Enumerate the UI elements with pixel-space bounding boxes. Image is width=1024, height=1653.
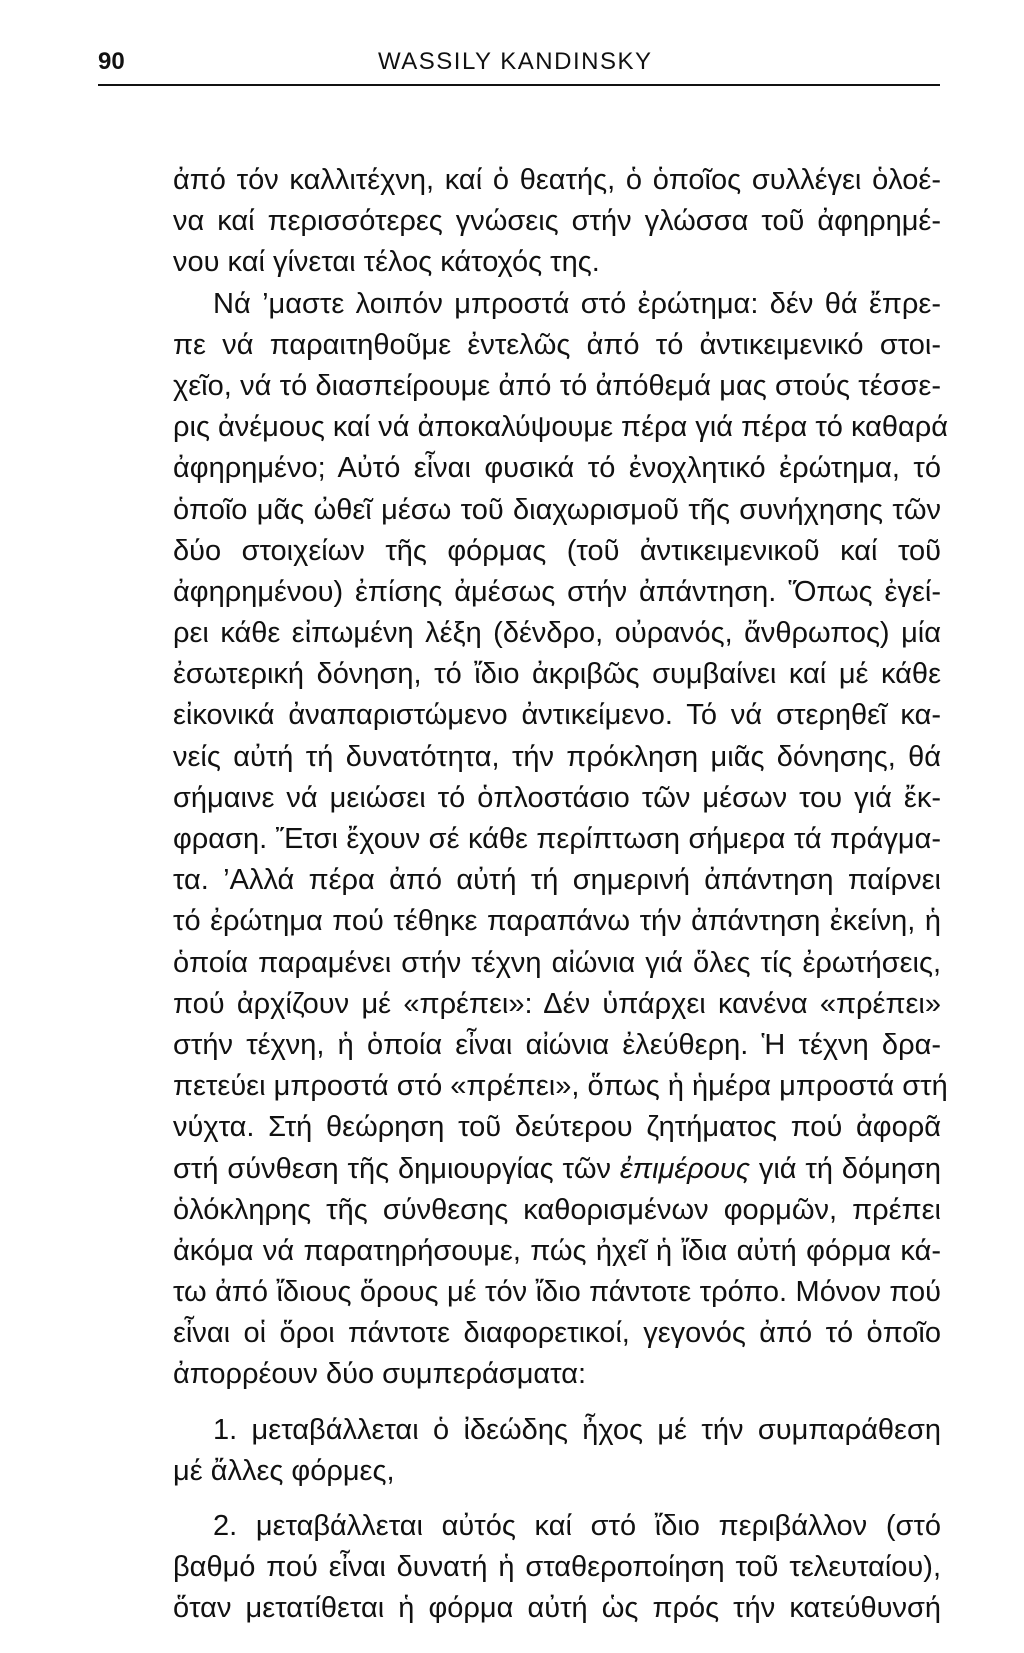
- italic-word: ἐπιμέρους: [619, 1152, 750, 1185]
- list-item-2-line-3: ὅταν μετατίθεται ἡ φόρμα αὐτή ὡς πρός τήν κατεύθυνσή: [173, 1592, 941, 1625]
- text-line: ἀφηρημένου) ἐπίσης ἀμέσως στήν ἀπάντηση. Ὅπως ἐγεί-: [173, 575, 941, 608]
- text-line: ὁποία παραμένει στήν τέχνη αἰώνια γιά ὅλες τίς ἐρωτήσεις,: [173, 946, 941, 979]
- text-line: ρει κάθε εἰπωμένη λέξη (δένδρο, οὐρανός, ἄνθρωπος) μία: [173, 617, 941, 650]
- page-header: [98, 40, 940, 90]
- text-line: τό ἐρώτημα πού τέθηκε παραπάνω τήν ἀπάντηση ἐκείνη, ἡ: [173, 905, 941, 938]
- text-line: εἰκονικά ἀναπαριστώμενο ἀντικείμενο. Τό νά στερηθεῖ κα-: [173, 699, 941, 732]
- list-spacer: [173, 1492, 941, 1506]
- text-line: νου καί γίνεται τέλος κάτοχός της.: [173, 246, 600, 279]
- text-line: τω ἀπό ἴδιους ὅρους μέ τόν ἴδιο πάντοτε τρόπο. Μόνον πού: [173, 1276, 941, 1309]
- header-rule: [98, 84, 940, 86]
- text-line: νύχτα. Στή θεώρηση τοῦ δεύτερου ζητήματος πού ἀφορᾶ: [173, 1111, 941, 1144]
- page-number: 90: [98, 48, 125, 75]
- text-line: Νά ’μαστε λοιπόν μπροστά στό ἐρώτημα: δέν θά ἔπρε-: [213, 287, 941, 320]
- list-item-2-line-1: 2. μεταβάλλεται αὐτός καί στό ἴδιο περιβάλλον (στό: [213, 1510, 941, 1542]
- body-text: [173, 160, 949, 1630]
- text-line: ρις ἀνέμους καί νά ἀποκαλύψουμε πέρα γιά πέρα τό καθαρά: [173, 411, 949, 444]
- text-segment: γιά τή δόμηση: [758, 1152, 942, 1185]
- running-head: WASSILY KANDINSKY: [378, 48, 653, 75]
- text-line: πε νά παραιτηθοῦμε ἐντελῶς ἀπό τό ἀντικειμενικό στοι-: [173, 328, 941, 361]
- text-line: ὁποῖο μᾶς ὠθεῖ μέσω τοῦ διαχωρισμοῦ τῆς συνήχησης τῶν: [173, 493, 941, 526]
- text-line: φραση. Ἔτσι ἔχουν σέ κάθε περίπτωση σήμερα τά πράγμα-: [173, 823, 941, 855]
- text-line: εἶναι οἱ ὅροι πάντοτε διαφορετικοί, γεγονός ἀπό τό ὁποῖο: [173, 1317, 941, 1350]
- text-line: τα. ’Αλλά πέρα ἀπό αὐτή τή σημερινή ἀπάντηση παίρνει: [173, 864, 941, 897]
- text-segment: στή σύνθεση τῆς δημιουργίας τῶν: [173, 1152, 612, 1185]
- text-line: ἀκόμα νά παρατηρήσουμε, πώς ἠχεῖ ἡ ἴδια αὐτή φόρμα κά-: [173, 1234, 941, 1267]
- text-line: δύο στοιχείων τῆς φόρμας (τοῦ ἀντικειμενικοῦ καί τοῦ: [173, 534, 941, 567]
- text-line: ἀπορρέουν δύο συμπεράσματα:: [173, 1358, 587, 1391]
- text-line: στήν τέχνη, ἡ ὁποία εἶναι αἰώνια ἐλεύθερη. Ἡ τέχνη δρα-: [173, 1028, 941, 1061]
- text-line-with-italic: [173, 1149, 941, 1190]
- text-line: σήμαινε νά μειώσει τό ὁπλοστάσιο τῶν μέσων του γιά ἔκ-: [173, 781, 941, 814]
- text-line: ἐσωτερική δόνηση, τό ἴδιο ἀκριβῶς συμβαίνει καί μέ κάθε: [173, 658, 941, 691]
- text-line: πετεύει μπροστά στό «πρέπει», ὅπως ἡ ἡμέρα μπροστά στή: [173, 1070, 948, 1103]
- list-spacer: [173, 1396, 941, 1410]
- list-item-2-line-2: βαθμό πού εἶναι δυνατή ἡ σταθεροποίηση τοῦ τελευταίου),: [173, 1551, 941, 1584]
- text-line: να καί περισσότερες γνώσεις στήν γλώσσα τοῦ ἀφηρημέ-: [173, 205, 941, 238]
- text-line: ἀπό τόν καλλιτέχνη, καί ὁ θεατής, ὁ ὁποῖος συλλέγει ὁλοέ-: [173, 164, 941, 196]
- text-line: ἀφηρημένο; Αὐτό εἶναι φυσικά τό ἐνοχλητικό ἐρώτημα, τό: [173, 452, 941, 485]
- text-line: νείς αὐτή τή δυνατότητα, τήν πρόκληση μιᾶς δόνησης, θά: [173, 740, 941, 773]
- list-item-1-line-1: 1. μεταβάλλεται ὁ ἰδεώδης ἦχος μέ τήν συμπαράθεση: [213, 1413, 941, 1446]
- list-item-1-line-2: μέ ἄλλες φόρμες,: [173, 1454, 395, 1487]
- text-line: ὁλόκληρης τῆς σύνθεσης καθορισμένων φορμῶν, πρέπει: [173, 1193, 941, 1226]
- text-line: χεῖο, νά τό διασπείρουμε ἀπό τό ἀπόθεμά μας στούς τέσσε-: [173, 369, 941, 402]
- text-line: πού ἀρχίζουν μέ «πρέπει»: Δέν ὑπάρχει κανένα «πρέπει»: [173, 987, 941, 1020]
